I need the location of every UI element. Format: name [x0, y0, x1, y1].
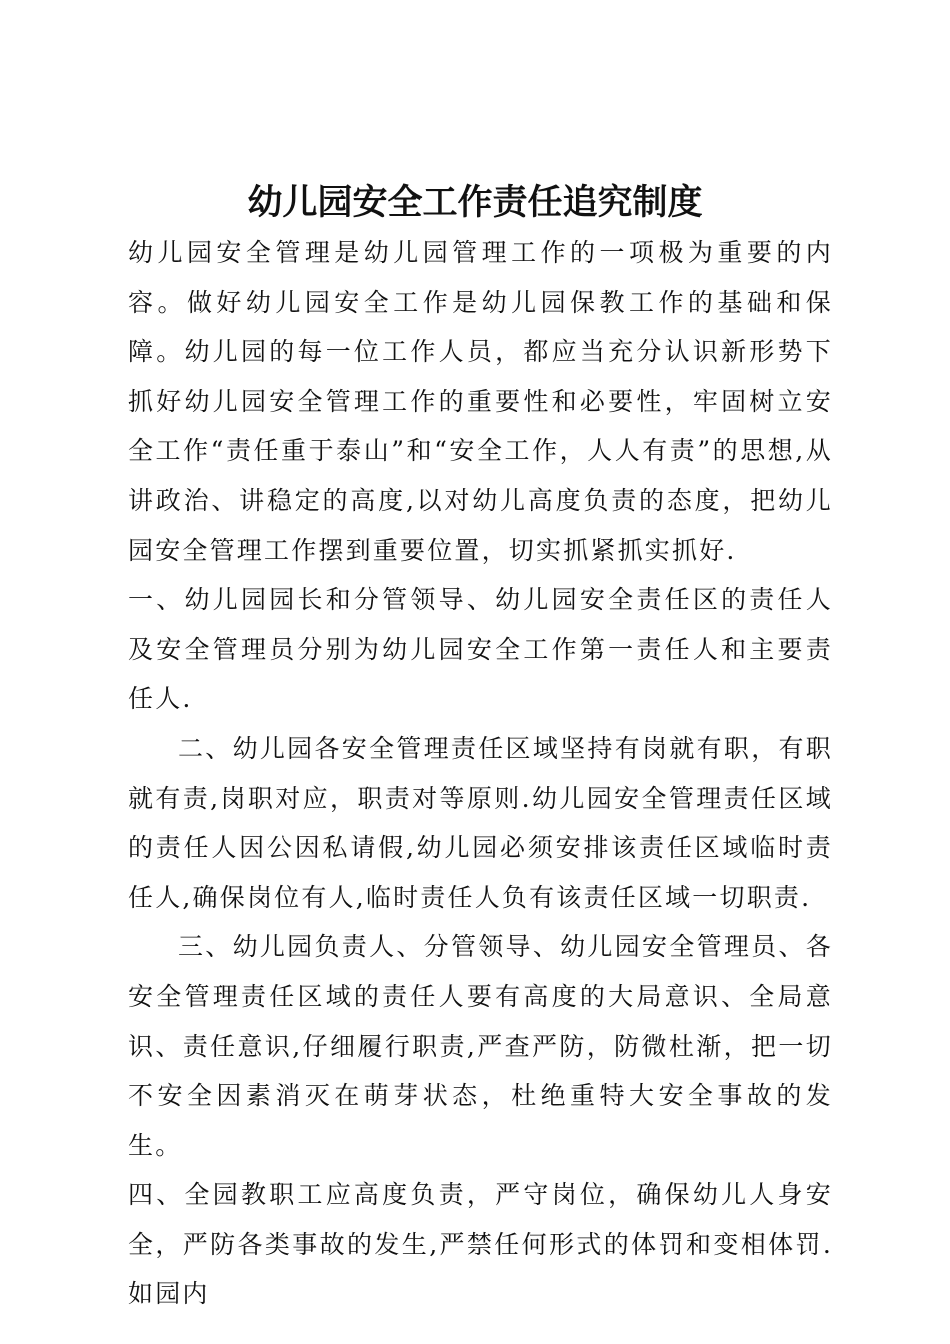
paragraph-item-1: 一、幼儿园园长和分管领导、幼儿园安全责任区的责任人及安全管理员分别为幼儿园安全工作第一责任人和主要责任人.: [128, 585, 833, 714]
paragraph-item-3: 三、幼儿园负责人、分管领导、幼儿园安全管理员、各安全管理责任区域的责任人要有高度的大局意识、全局意识、责任意识,仔细履行职责,严查严防，防微杜渐，把一切不安全因素消灭在萌芽状态，杜绝重特大安全事故的发生。: [128, 932, 833, 1160]
paragraph-item-2: 二、幼儿园各安全管理责任区域坚持有岗就有职，有职就有责,岗职对应，职责对等原则.幼儿园安全管理责任区域的责任人因公因私请假,幼儿园必须安排该责任区域临时责任人,确保岗位有人,临时责任人负有该责任区域一切职责.: [128, 733, 833, 912]
paragraph-item-4: 四、全园教职工应高度负责，严守岗位，确保幼儿人身安全，严防各类事故的发生,严禁任何形式的体罚和变相体罚.如园内: [128, 1180, 833, 1309]
document-body: [128, 228, 833, 1319]
paragraph-intro: 幼儿园安全管理是幼儿园管理工作的一项极为重要的内容。做好幼儿园安全工作是幼儿园保教工作的基础和保障。幼儿园的每一位工作人员，都应当充分认识新形势下抓好幼儿园安全管理工作的重要性和必要性，牢固树立安全工作“责任重于泰山”和“安全工作，人人有责”的思想,从讲政治、讲稳定的高度,以对幼儿高度负责的态度，把幼儿园安全管理工作摆到重要位置，切实抓紧抓实抓好.: [128, 238, 834, 565]
document-title: 幼儿园安全工作责任追究制度: [247, 182, 703, 223]
